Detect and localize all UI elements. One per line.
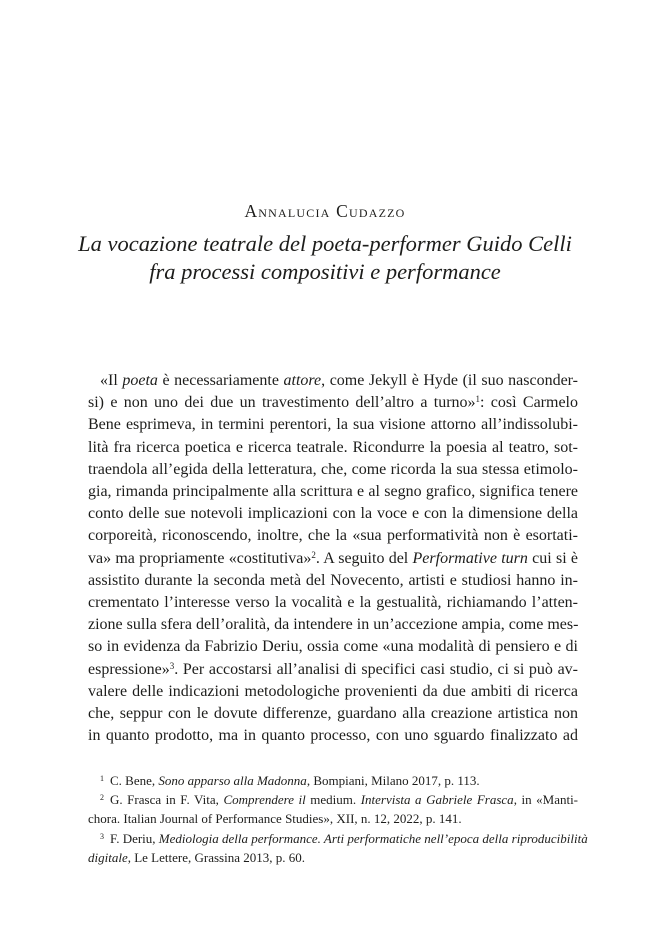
footnotes	[88, 771, 588, 867]
body-line-12: zione sulla sfera dell’oralità, da intendere in un’accezione ampia, come mes-	[88, 616, 579, 634]
footnote-3: $^3$ F. Deriu, Mediologia della performance. Arti performatiche nell’epoca della riproducibilità	[100, 830, 588, 846]
footnote-ref-2[interactable]: 2	[311, 549, 316, 560]
body-paragraph	[88, 370, 578, 747]
body-line-9: va» ma propriamente «costitutiva»$^2$. A seguito del Performative turn cui si è	[88, 549, 579, 567]
body-line-5: traendola all’egida della letteratura, che, come ricorda la sua stessa etimolo-	[88, 460, 578, 478]
body-line-3: Bene esprimeva, in termini perentori, la sua visione attorno all’indissolubi-	[88, 416, 578, 434]
article-title-line-1: La vocazione teatrale del poeta-performer Guido Celli	[78, 231, 572, 256]
body-line-6: gia, rimanda principalmente alla scrittura e al segno grafico, significa tenere	[88, 483, 578, 501]
footnote-ref-3[interactable]: 3	[169, 660, 175, 671]
body-line-14: espressione»$^3$. Per accostarsi all’analisi di specifici casi studio, ci si può av-	[88, 660, 578, 678]
footnote-2-cont: chora. Italian Journal of Performance Studies», XII, n. 12, 2022, p. 141.	[88, 811, 462, 827]
body-line-11: crementato l’interesse verso la vocalità e la gestualità, richiamando l’atten-	[88, 594, 578, 612]
footnote-ref-1[interactable]: 1	[475, 394, 481, 405]
footnote-3-cont: digitale, Le Lettere, Grassina 2013, p. 60.	[88, 849, 305, 865]
body-line-4: lità fra ricerca poetica e ricerca teatrale. Ricondurre la poesia al teatro, sot-	[88, 438, 578, 456]
body-line-2: si) e non uno dei due un travestimento dell’altro a turno»$^1$: così Carmelo	[88, 394, 578, 412]
author-name: Annalucia Cudazzo	[244, 201, 406, 221]
body-line-13: so in evidenza da Fabrizio Deriu, ossia come «una modalità di pensiero e di	[88, 638, 578, 656]
body-line-7: conto delle sue notevoli implicazioni con la voce e con la dimensione della	[88, 505, 578, 523]
body-line-10: assistito durante la seconda metà del Novecento, artisti e studiosi hanno in-	[88, 571, 578, 589]
article-title-line-2: fra processi compositivi e performance	[149, 259, 501, 284]
footnote-2: $^2$ G. Frasca in F. Vita, Comprendere il medium. Intervista a Gabriele Frasca, in «Manti-	[100, 792, 579, 808]
body-line-16: che, seppur con le dovute differenze, guardano alla creazione artistica non	[88, 705, 578, 723]
body-line-1: «Il poeta è necessariamente attore, come Jekyll è Hyde (il suo nasconder-	[100, 372, 579, 389]
body-line-15: valere delle indicazioni metodologiche provenienti da due ambiti di ricerca	[88, 682, 578, 700]
body-line-17: in quanto prodotto, ma in quanto processo, con uno sguardo finalizzato ad	[88, 727, 578, 745]
body-line-8: corporeità, riconoscendo, inoltre, che la «sua performatività non è esortati-	[88, 527, 578, 545]
footnote-1: $^1$ C. Bene, Sono apparso alla Madonna, Bompiani, Milano 2017, p. 113.	[100, 773, 480, 788]
